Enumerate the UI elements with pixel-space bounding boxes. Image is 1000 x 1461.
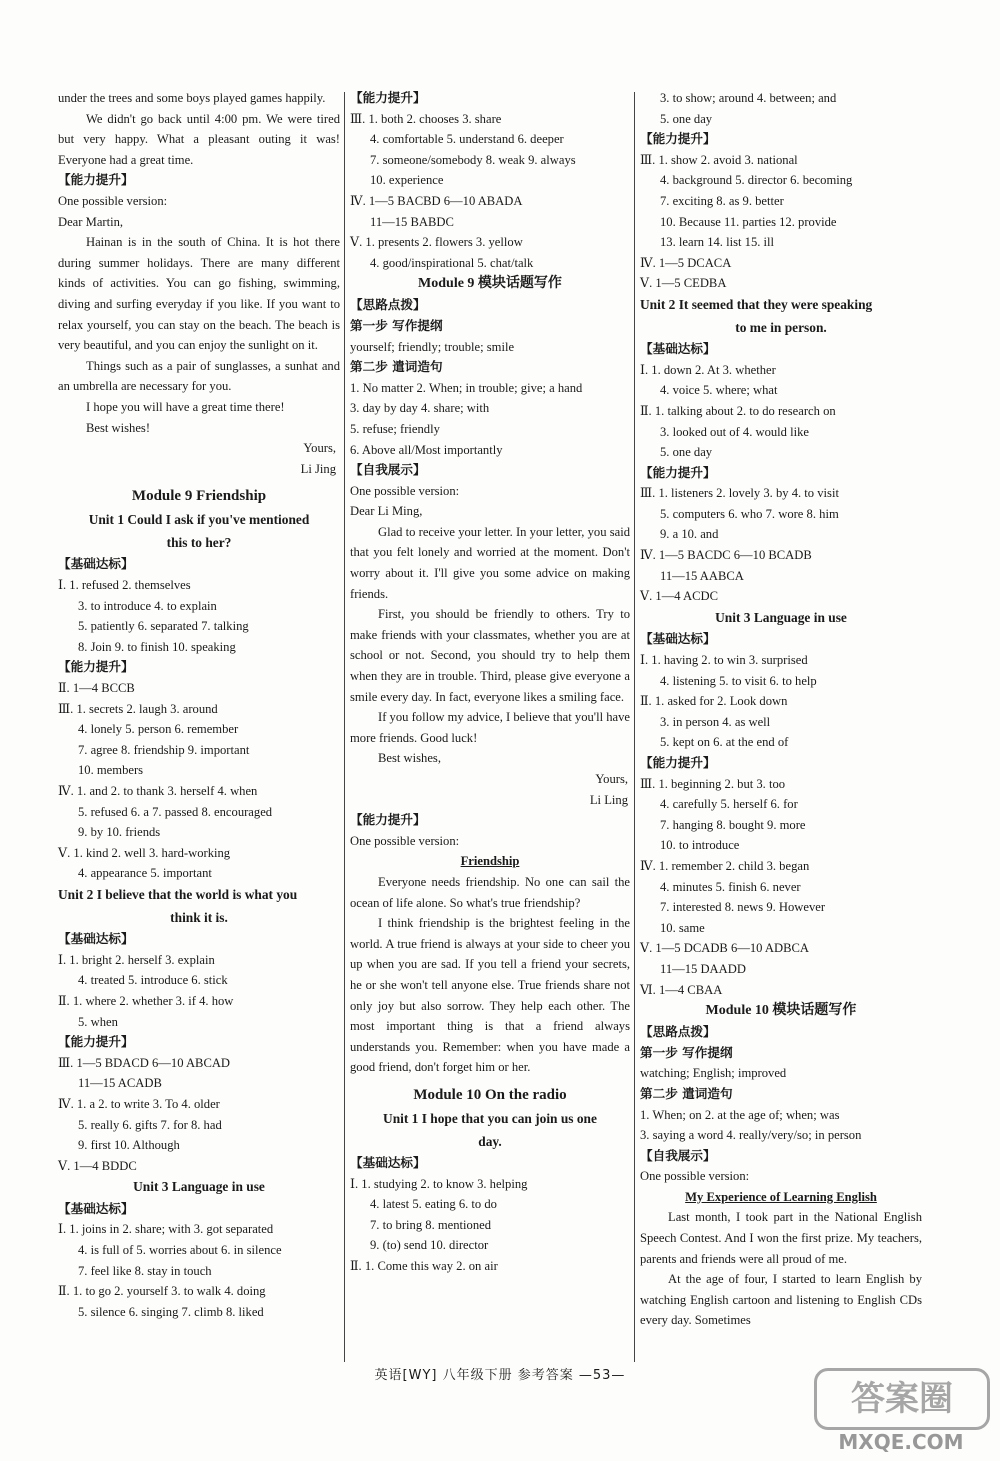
signature: Li Jing [300,461,336,476]
answer-line: 10. to introduce [660,838,740,853]
answer-line: Ⅴ. 1—4 BDDC [58,1158,137,1173]
column-divider-2 [634,92,635,1362]
answer-line: 4. voice 5. where; what [660,383,778,398]
answer-line: Ⅵ. 1—4 CBAA [640,982,723,997]
letter-paragraph: We didn't go back until 4:00 pm. We were tired but very happy. What a pleasant outing it was! Everyone had a great time. [58,111,340,167]
answer-line: 4. listening 5. to visit 6. to help [660,673,817,688]
watermark-text: 答案圈 [814,1368,990,1430]
salutation: Dear Martin, [58,214,124,229]
answer-line: 5. refused 6. a 7. passed 8. encouraged [78,804,273,819]
answer-line: 7. interested 8. news 9. However [660,900,826,915]
answer-line: 4. comfortable 5. understand 6. deeper [370,132,564,147]
answer-line: 7. to bring 8. mentioned [370,1217,492,1232]
section-tag: 【能力提升】 [350,812,426,828]
answer-line: 4. latest 5. eating 6. to do [370,1197,497,1212]
answer-line: 7. exciting 8. as 9. better [660,193,784,208]
answer-line: 9. (to) send 10. director [370,1238,489,1253]
answer-line: Ⅴ. 1. presents 2. flowers 3. yellow [350,235,523,250]
answer-line: Ⅴ. 1—5 CEDBA [640,276,727,291]
section-tag: 【基础达标】 [58,556,134,572]
answer-line: Ⅳ. 1—5 BACBD 6—10 ABADA [350,193,523,208]
answer-line: Ⅲ. 1. listeners 2. lovely 3. by 4. to visit [640,486,839,501]
answer-line: Ⅱ. 1—4 BCCB [58,681,135,696]
answer-line: 3. to introduce 4. to explain [78,598,217,613]
column-middle [350,88,630,1277]
letter-paragraph: First, you should be friendly to others. Try to make friends with your classmates, whether you are at school or not. Second, you should try to help them when they are in trouble. Third, please give everyone a smile every day. In fact, everyone likes a smiling face. [350,607,630,704]
answer-line: Ⅲ. 1. secrets 2. laugh 3. around [58,701,218,716]
answer-line: Ⅱ. 1. talking about 2. to do research on [640,403,836,418]
letter-paragraph: Hainan is in the south of China. It is hot there during summer holidays. There are many different kinds of activities. You can go fishing, swimming, diving and surfing everyday if you like. If you want to relax yourself, you can stay on the beach. The beach is very beautiful, and you can enjoy the sunlight on it. [58,235,340,353]
module-heading: Module 9 Friendship [131,488,267,505]
answer-line: 4. background 5. director 6. becoming [660,173,853,188]
essay-paragraph: Last month, I took part in the National English Speech Contest. And I won the first prize. My teachers, parents and friends were all proud of me. [640,1210,922,1266]
answer-line: Ⅳ. 1—5 BACDC 6—10 BCADB [640,548,812,563]
essay-paragraph: At the age of four, I started to learn English by watching English cartoon and listening to English CDs every day. Sometimes [640,1272,922,1328]
module-heading: Module 10 On the radio [413,1086,567,1103]
answer-line: Ⅰ. 1. joins in 2. share; with 3. got separated [58,1222,274,1237]
column-divider-1 [344,92,345,1362]
signature: Li Ling [589,792,628,807]
unit-heading-cont: to me in person. [735,319,827,335]
section-tag: 【基础达标】 [640,341,716,357]
unit-heading: Unit 2 I believe that the world is what you [58,886,298,902]
step-text: 3. saying a word 4. really/very/so; in person [640,1128,862,1143]
answer-line: 4. appearance 5. important [78,866,212,881]
answer-line: 5. when [78,1014,118,1029]
section-tag: 【能力提升】 [640,131,716,147]
answer-line: 4. carefully 5. herself 6. for [660,797,798,812]
answer-line: Ⅳ. 1. and 2. to thank 3. herself 4. when [58,784,258,798]
step-text: watching; English; improved [640,1066,787,1081]
answer-line: 9. by 10. friends [78,825,161,840]
unit-heading: Unit 3 Language in use [133,1179,265,1195]
answer-line: Ⅱ. 1. asked for 2. Look down [640,694,788,709]
answer-line: 11—15 AABCA [660,568,744,583]
answer-line: Ⅲ. 1. show 2. avoid 3. national [640,152,798,167]
answer-line: 4. treated 5. introduce 6. stick [78,973,228,988]
unit-heading-cont: think it is. [170,909,228,925]
step-heading: 第二步 遣词造句 [640,1085,733,1101]
answer-line: Ⅳ. 1—5 DCACA [640,255,732,270]
closing: Best wishes, [378,751,441,766]
answer-line: 5. one day [660,111,713,126]
answer-line: 11—15 ACADB [78,1076,162,1091]
closing-yours: Yours, [303,441,336,456]
unit-heading: Unit 1 I hope that you can join us one [383,1110,597,1126]
essay-paragraph: Everyone needs friendship. No one can sail the ocean of life alone. So what's true friendship? [350,874,630,910]
page-footer: 英语[WY] 八年级下册 参考答案 —53— [374,1368,626,1383]
watermark-logo [812,1368,990,1456]
answer-line: 11—15 DAADD [660,961,746,976]
section-tag: 【能力提升】 [640,464,716,480]
answer-line: Ⅴ. 1. kind 2. well 3. hard-working [58,845,231,860]
answer-line: 3. looked out of 4. would like [660,424,810,439]
answer-line: 4. minutes 5. finish 6. never [660,879,801,894]
version-label: One possible version: [640,1169,750,1184]
answer-line: 10. Because 11. parties 12. provide [660,214,837,229]
version-label: One possible version: [58,193,168,208]
letter-paragraph: Glad to receive your letter. In your letter, you said that you felt lonely and worried at the moment. Don't worry about it. I'll give you some advice on making friends. [350,524,630,601]
answer-line: 5. computers 6. who 7. wore 8. him [660,506,839,521]
answer-line: Ⅰ. 1. having 2. to win 3. surprised [640,653,808,668]
section-tag: 【基础达标】 [640,631,716,647]
answer-line: 4. good/inspirational 5. chat/talk [370,255,534,270]
closing-yours: Yours, [595,772,628,786]
step-heading: 第一步 写作提纲 [640,1044,733,1060]
answer-line: Ⅱ. 1. Come this way 2. on air [350,1259,498,1274]
section-tag: 【思路点拨】 [350,297,426,313]
answer-line: 9. first 10. Although [78,1138,180,1153]
module-heading: Module 10 模块话题写作 [705,1003,857,1019]
section-tag: 【能力提升】 [58,172,134,188]
essay-paragraph: I think friendship is the brightest feeling in the world. A true friend is always at your side to cheer you up when you are sad. If you tell a friend your secrets, he or she won't tell anyone else. True friends share not only joy but also sorrow. They help each other. The most important thing is that a friend always understands you. Remember: when you have made a good friend, don't forget him or her. [350,916,630,1075]
answer-line: 5. patiently 6. separated 7. talking [78,619,249,634]
answer-line: 7. hanging 8. bought 9. more [660,817,806,832]
answer-line: 5. really 6. gifts 7. for 8. had [78,1117,222,1132]
answer-line: 10. members [78,763,144,778]
unit-heading: Unit 1 Could I ask if you've mentioned [88,512,310,528]
step-text: 1. No matter 2. When; in trouble; give; a hand [350,380,583,395]
letter-paragraph: If you follow my advice, I believe that you'll have more friends. Good luck! [350,710,630,745]
answer-line: Ⅳ. 1. a 2. to write 3. To 4. older [58,1096,220,1111]
answer-line: Ⅰ. 1. studying 2. to know 3. helping [350,1176,528,1191]
answer-line: 7. agree 8. friendship 9. important [78,742,250,757]
answer-line: Ⅲ. 1—5 BDACD 6—10 ABCAD [58,1055,231,1070]
letter-paragraph: under the trees and some boys played games happily. [58,91,326,105]
section-tag: 【能力提升】 [350,90,426,105]
essay-title: My Experience of Learning English [685,1189,877,1204]
answer-line: Ⅴ. 1—4 ACDC [640,589,719,604]
answer-line: 7. feel like 8. stay in touch [78,1263,212,1278]
answer-line: 3. to show; around 4. between; and [660,91,837,105]
section-tag: 【基础达标】 [58,931,134,947]
answer-line: Ⅱ. 1. where 2. whether 3. if 4. how [58,993,234,1008]
version-label: One possible version: [350,483,460,498]
step-text: 5. refuse; friendly [350,421,440,436]
section-tag: 【基础达标】 [58,1200,134,1216]
answer-line: 4. is full of 5. worries about 6. in silence [78,1243,282,1258]
unit-heading-cont: day. [478,1133,502,1149]
answer-line: 9. a 10. and [660,527,719,542]
answer-line: 10. same [660,920,705,935]
answer-line: 3. in person 4. as well [660,714,771,729]
step-heading: 第二步 遣词造句 [350,359,443,375]
answer-line: Ⅱ. 1. to go 2. yourself 3. to walk 4. doing [58,1284,266,1299]
column-right [640,88,922,1331]
section-tag: 【思路点拨】 [640,1024,716,1040]
answer-line: 13. learn 14. list 15. ill [660,235,775,250]
answer-line: Ⅰ. 1. down 2. At 3. whether [640,362,776,377]
unit-heading-cont: this to her? [166,534,232,550]
answer-line: 4. lonely 5. person 6. remember [78,722,239,737]
answer-line: 5. silence 6. singing 7. climb 8. liked [78,1304,264,1319]
answer-line: 7. someone/somebody 8. weak 9. always [370,152,576,167]
answer-line: 10. experience [370,173,444,188]
step-heading: 第一步 写作提纲 [350,317,443,333]
unit-heading: Unit 2 It seemed that they were speaking [640,296,873,312]
version-label: One possible version: [350,833,460,848]
answer-line: 5. one day [660,445,713,460]
step-text: 6. Above all/Most importantly [350,442,503,457]
step-text: yourself; friendly; trouble; smile [350,339,515,354]
section-tag: 【能力提升】 [640,755,716,770]
salutation: Dear Li Ming, [350,504,423,519]
closing: Best wishes! [86,420,151,435]
essay-title: Friendship [460,854,520,869]
section-tag: 【自我展示】 [350,462,426,478]
unit-heading: Unit 3 Language in use [715,609,847,625]
answer-line: Ⅰ. 1. refused 2. themselves [58,578,191,593]
letter-paragraph: Things such as a pair of sunglasses, a sunhat and an umbrella are necessary for you. [58,358,340,394]
step-text: 3. day by day 4. share; with [350,401,490,416]
section-tag: 【基础达标】 [350,1155,426,1171]
watermark-url: MXQE.COM [838,1430,964,1454]
answer-line: Ⅳ. 1. remember 2. child 3. began [640,858,810,873]
section-tag: 【能力提升】 [58,1034,134,1050]
answer-line: 8. Join 9. to finish 10. speaking [78,639,236,654]
section-tag: 【自我展示】 [640,1147,716,1163]
module-heading: Module 9 模块话题写作 [418,276,562,292]
section-tag: 【能力提升】 [58,659,134,675]
column-left [58,88,340,1322]
letter-paragraph: I hope you will have a great time there! [86,399,285,414]
answer-line: 5. kept on 6. at the end of [660,735,789,750]
step-text: 1. When; on 2. at the age of; when; was [640,1107,840,1122]
answer-line: Ⅴ. 1—5 DCADB 6—10 ADBCA [640,941,809,956]
answer-line: Ⅰ. 1. bright 2. herself 3. explain [58,952,215,967]
answer-line: 11—15 BABDC [370,214,454,229]
answer-line: Ⅲ. 1. both 2. chooses 3. share [350,111,502,126]
answer-line: Ⅲ. 1. beginning 2. but 3. too [640,776,786,791]
